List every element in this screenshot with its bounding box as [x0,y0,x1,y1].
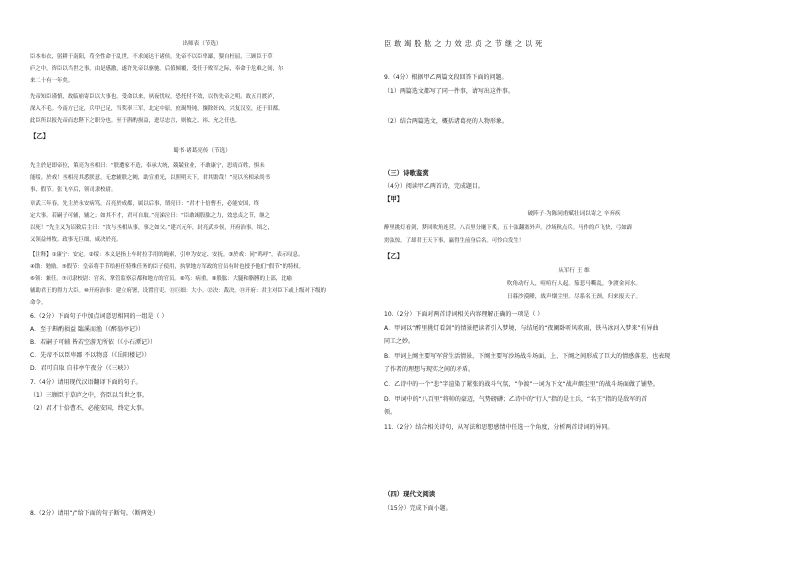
poem-line: 雳弦惊。了却君王天下事，赢得生前身后名。可怜白发生！ [384,238,525,244]
annotation-line: 【注释】①康宁：安定。②绥：本义是指上车时拉手用的绳索，引申为安定、安抚。③於戏：同“呜呼”，表示叹息。 [30,252,304,258]
section-label-jia: 【甲】 [384,195,404,203]
question-7-item-2: （2）君才十倍曹丕，必能安国，终定大事。 [30,405,148,412]
annotation-line: 命令。 [30,300,47,306]
question-11: 11.（2分）结合相关诗句，从写法和思想感情中任选一个角度，分析两首诗词的异同。 [384,424,614,431]
section-label-yi: 【乙】 [30,132,50,140]
section-heading-modern: （四）现代文阅读 [384,490,436,498]
option-6d[interactable]: D．君可自取 自非亭午夜分（《三峡》） [30,365,133,372]
poem-line: 醉里挑灯看剑，梦回吹角连营。八百里分麾下炙，五十弦翻塞外声。沙场秋点兵。马作的卢飞快，弓如霹 [384,225,632,231]
question-8: 8.（2分）请用“/”给下面的句子断句。（断两处） [30,510,159,517]
passage-line: 以死！”先主又为诏敕后主曰：“汝与丞相从事，事之如父。”建兴元年，封亮武乡侯，开府治事。顷之， [30,225,273,231]
option-10b[interactable]: B．甲词上阕主要写军营生活情景，下阕主要写沙场战斗场面，上、下阕之间形成了巨大的情感落差，也表现 [384,353,671,360]
passage-title-chushibiao: 出师表（节选） [182,41,222,47]
poem-line: 日暮沙漠陲，战声烟尘里。尽系名王颈，归来报天子。 [506,294,642,300]
option-10c[interactable]: C．乙诗中的一个“悲”字渲染了紧张的战斗气氛，“争渡”一词为下文“战声烟尘里”的战斗场面做了铺垫。 [384,381,659,388]
passage-line: 深入不毛。今南方已定，兵甲已足，当奖率三军，北定中原，庶竭驽钝，攘除奸凶，兴复汉室，还于旧都。 [30,106,284,112]
poem1-title: 破阵子·为陈同甫赋壮词以寄之 辛弃疾 [527,211,621,217]
question-7: 7.（4分）请用现代汉语翻译下面的句子。 [30,379,142,386]
question-6: 6.（2分）下面句子中加点词意思相同的一组是（ ） [30,313,168,320]
option-10d[interactable]: D．甲词中的“八百里”将帅的豪迈，气势磅礴；乙诗中的“行人”指的是士兵，“名王”指的是敌军的首 [384,396,648,403]
option-6b[interactable]: B．若嗣子可辅 皆若空游无所依（《小石潭记》） [30,339,157,346]
passage-line: 臣本布衣，躬耕于南阳，苟全性命于乱世，不求闻达于诸侯。先帝不以臣卑鄙，猥自枉屈，三顾臣于草 [30,54,273,60]
passage-line: 先帝知臣谨慎，故临崩寄臣以大事也。受命以来，夙夜忧叹，恐托付不效，以伤先帝之明，故五月渡泸， [30,94,278,100]
passage-line: 先主於是即帝位，策亮为丞相曰：“朕遭家不造，奉承大统，兢兢业业，不敢康宁，思靖百姓，惧未 [30,163,265,169]
option-10a[interactable]: A．甲词以“醉里挑灯看剑”的情景把读者引入梦境，与结尾的“夜阑卧听风吹雨，铁马冰河入梦来”有异曲 [384,325,659,332]
poem2-title: 从军行 王 维 [558,268,590,274]
passage-line: 能绥。於戏！丞相亮其悉朕意，无怠辅朕之阙，助宣重光，以照明天下，君其勖哉！”亮以丞相录尚书 [30,175,270,181]
poem-line: 吹角动行人，喧喧行人起。笳悲马嘶乱，争渡金河水。 [506,281,642,287]
question-9: 9.（4分）根据甲乙两篇文段回答下面的问题。 [384,74,508,81]
poetry-intro: （4分）阅读甲乙两首诗，完成题目。 [384,183,484,190]
option-6a[interactable]: A．至于斟酌损益 臨溪而渔（《醉翁亭记》） [30,326,145,333]
section-label-yi-poem: 【乙】 [384,252,404,260]
passage-line: 此臣所以报先帝而忠陛下之职分也。至于斟酌损益，进尽忠言，则攸之、祎、允之任也。 [30,118,241,124]
modern-reading-intro: （15分）完成下面小题。 [384,505,452,512]
option-6c[interactable]: C．先帝不以臣卑鄙 不以物喜（《岳阳楼记》） [30,352,151,359]
passage-line: 庐之中，咨臣以当世之事，由是感激，遂许先帝以驱驰。后值倾覆，受任于败军之际，奉命于危难之间，尔 [30,66,284,72]
passage-line: 事，假节。张飞卒后，领司隶校尉。 [30,187,117,193]
passage-line: 又领益州牧。政事无巨细，咸决於亮。 [30,237,122,243]
question-9-item-2: （2）结合两篇选文，概括诸葛亮的人物形象。 [384,118,508,125]
option-10d-cont: 领。 [384,409,397,416]
section-heading-poetry: （三）诗歌鉴赏 [384,169,429,177]
question-9-item-1: （1）两篇选文都写了同一件事，请写出这件事。 [384,88,514,95]
annotation-line: ⑥领：兼任。⑦司隶校尉：官名，掌管监察京都和地方的官员。⑧笃：病重。⑨股肱：大腿和胳膊的上部，比喻 [30,276,292,282]
annotation-line: 辅助君王的得力大臣。⑩开府治事：建立府署，设置官吏。⑪巨细：大小。⑫决：裁决。⑬开府：君主对臣下或上级对下级的 [30,288,326,294]
q8-sentence: 臣 敢 竭 股 肱 之 力 效 忠 贞 之 节 继 之 以 死 [384,39,543,48]
annotation-line: ④勖：勉励。⑤假节：皇帝将手节给担任特殊任务的臣子使用，执掌地方军政的官员有时也授予他们“假节”的特权。 [30,264,305,270]
option-10a-cont: 同工之妙。 [384,338,415,345]
passage-title-zhugeliang: 蜀书·诸葛亮传（节选） [173,148,231,154]
passage-line: 定大事。若嗣子可辅，辅之；如其不才，君可自取。”亮涕泣曰：“臣敢竭股肱之力，效忠贞之节，继之 [30,213,271,219]
question-7-item-1: （1）三顾臣于草庐之中，咨臣以当世之事。 [30,392,148,399]
passage-line: 来二十有一年矣。 [30,78,74,84]
question-10: 10.（2分）下面对两首诗词相关内容理解正确的一项是（ ） [384,311,544,318]
option-10b-cont: 了作者的理想与现实之间的矛盾。 [384,366,475,373]
passage-line: 章武三年春，先主於永安病笃，召亮於成都，属以后事，谓亮曰：“君才十倍曹丕，必能安国，终 [30,201,260,207]
